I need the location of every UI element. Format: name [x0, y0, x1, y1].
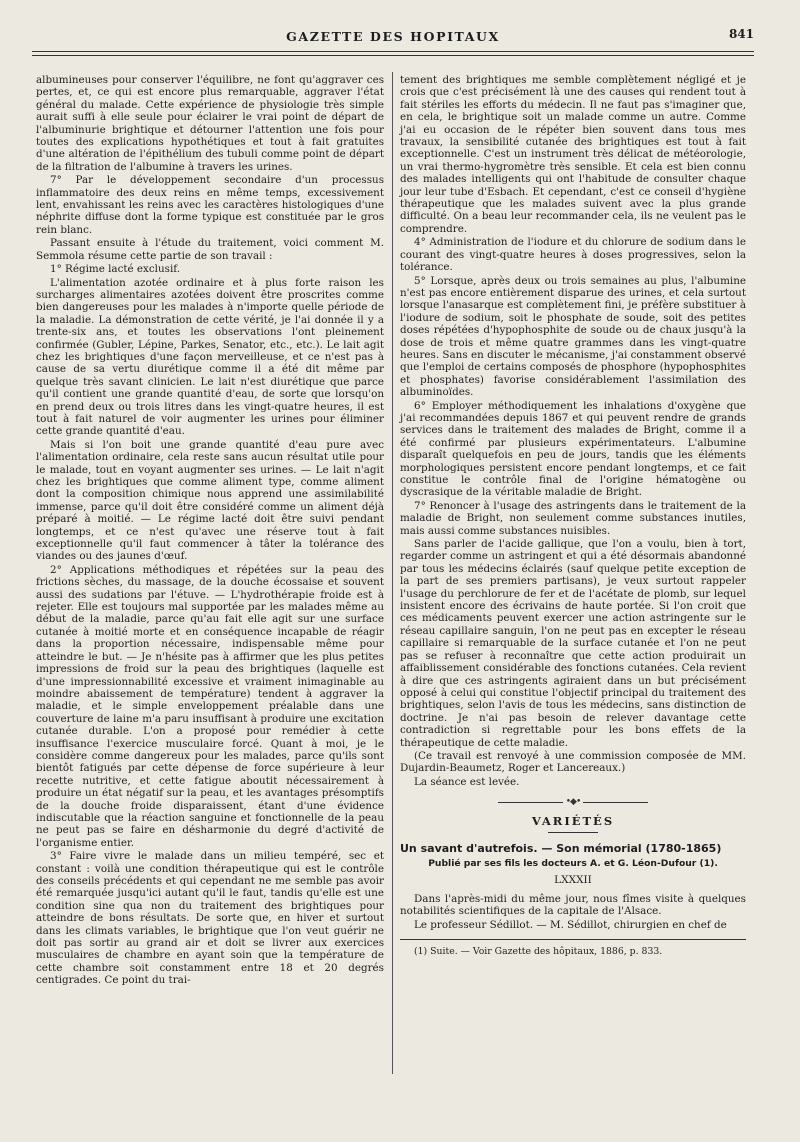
- page-header: [32, 27, 754, 49]
- section-ornament: [498, 797, 648, 808]
- paragraph: Mais si l'on boit une grande quantité d'eau pure avec l'alimentation ordinaire, cela reste sans aucun résultat utile pour le malade, tout en voyant augmenter ses urines. — Le lait n'agit chez les brightiques que comme aliment type, comme aliment dont la composition chimique nous apprend une assimilabilité immense, parce qu'il doit être considéré comme un aliment déjà préparé à moitié. — Le régime lacté doit être suivi pendant longtemps, et ce n'est qu'avec une réserve tout à fait exceptionnelle qu'il faut commencer à tâter la tolérance des viandes ou des jaunes d'œuf.: [36, 438, 384, 563]
- section-rule: [548, 832, 598, 833]
- paragraph: 6° Employer méthodiquement les inhalations d'oxygène que j'ai recommandées depuis 1867 et qui peuvent rendre de grands services dans le traitement des malades de Bright, comme il a été confirmé par plusieurs expérimentateurs. L'albumine disparaît quelquefois en peu de jours, tandis que les éléments morphologiques persistent encore pendant longtemps, et ce fait constitue le contrôle final de l'origine hématogène ou dyscrasique de la véritable maladie de Bright.: [400, 399, 746, 499]
- footnote: (1) Suite. — Voir Gazette des hôpitaux, 1886, p. 833.: [414, 946, 663, 957]
- paragraph: 4° Administration de l'iodure et du chlorure de sodium dans le courant des vingt-quatre heures à doses progressives, selon la tolérance.: [400, 236, 746, 274]
- paragraph: Le professeur Sédillot. — M. Sédillot, chirurgien en chef de: [414, 918, 727, 931]
- header-rule-thick: [32, 51, 754, 52]
- left-column: [36, 74, 384, 988]
- section-title: VARIÉTÉS: [531, 814, 615, 829]
- paragraph: 5° Lorsque, après deux ou trois semaines au plus, l'albumine n'est pas encore entièrement disparue des urines, et cela surtout lorsque l'anasarque est complètement fini, je préfère substituer à l'iodure de sodium, soit le phosphate de soude, soit des petites doses répétées d'hypophosphite de soude ou de chaux jusqu'à la dose de trois et même quatre grammes dans les vingt-quatre heures. Sans en discuter le mécanisme, j'ai constamment observé que l'emploi de certains composés de phosphore (hypophosphites et phosphates) favorise considérablement l'assimilation des albuminoïdes.: [400, 274, 746, 399]
- paragraph: La séance est levée.: [414, 775, 520, 788]
- paragraph: (Ce travail est renvoyé à une commission composée de MM. Dujardin-Beaumetz, Roger et Lancereaux.): [400, 749, 746, 775]
- paragraph: albumineuses pour conserver l'équilibre, ne font qu'aggraver ces pertes, et, ce qui est encore plus remarquable, aggraver l'état général du malade. Cette expérience de physiologie très simple aurait suffi à elle seule pour éclairer le vrai point de départ de l'albuminurie brightique et détourner l'attention une fois pour toutes des explications hypothétiques et tout à fait gratuites d'une altération de l'épithélium des tubuli comme point de départ de la filtration de l'albumine à travers les urines.: [36, 74, 384, 173]
- column-divider: [392, 72, 393, 1074]
- chapter-number: LXXXII: [554, 874, 592, 887]
- page-number: 841: [728, 27, 754, 41]
- ornament-glyph: •◆•: [563, 797, 584, 807]
- article-title: Un savant d'autrefois. — Son mémorial (1780-1865): [400, 841, 722, 855]
- right-column: [400, 74, 746, 959]
- paragraph: Passant ensuite à l'étude du traitement, voici comment M. Semmola résume cette partie de son travail :: [36, 237, 384, 262]
- paragraph: 3° Faire vivre le malade dans un milieu tempéré, sec et constant : voilà une condition thérapeutique qui est le contrôle des conseils précédents et qui cependant ne me semble pas avoir été remarquée jusqu'ici autant qu'il le faut, tandis qu'elle est une condition sine qua non du traitement des brightiques pour atteindre de bons résultats. De sorte que, en hiver et surtout dans les climats variables, le brightique que l'on veut guérir ne doit pas sortir au grand air et doit se livrer aux exercices musculaires de chambre en ayant soin que la température de cette chambre soit constamment entre 18 et 20 degrés centigrades. Ce point du trai-: [36, 850, 384, 987]
- byline: Publié par ses fils les docteurs A. et G. Léon-Dufour (1).: [428, 857, 718, 869]
- paragraph: L'alimentation azotée ordinaire et à plus forte raison les surcharges alimentaires azotées doivent être proscrites comme bien dangereuses pour les malades à n'importe quelle période de la maladie. La démonstration de cette vérité, je l'ai donnée il y a trente-six ans, et toutes les observations l'ont pleinement confirmée (Gubler, Lépine, Parkes, Senator, etc., etc.). Le lait agit chez les brightiques d'une façon merveilleuse, et ce n'est pas à cause de sa vertu diurétique comme il a été dit même par quelque très savant clinicien. Le lait n'est diurétique que parce qu'il contient une grande quantité d'eau, de sorte que lorsqu'on en prend deux ou trois litres dans les vingt-quatre heures, il est tout à fait naturel de voir augmenter les urines pour éliminer cette grande quantité d'eau.: [36, 276, 384, 438]
- paragraph: 7° Par le développement secondaire d'un processus inflammatoire des deux reins en même temps, excessivement lent, envahissant les reins avec les caractères histologiques d'une néphrite diffuse dont la forme typique est constituée par le gros rein blanc.: [36, 174, 384, 236]
- paragraph: 1° Régime lacté exclusif.: [50, 263, 181, 276]
- paragraph: Dans l'après-midi du même jour, nous fîmes visite à quelques notabilités scientifiques de la capitale de l'Alsace.: [400, 892, 746, 918]
- paragraph: 2° Applications méthodiques et répétées sur la peau des frictions sèches, du massage, de la douche écossaise et souvent aussi des sudations par l'étuve. — L'hydrothérapie froide est à rejeter. Elle est toujours mal supportée par les malades même au début de la maladie, parce qu'au fait elle agit sur une surface cutanée à moitié morte et en conséquence incapable de réagir dans la proportion nécessaire, indispensable même pour atteindre le but. — Je n'hésite pas à affirmer que les plus petites impressions de froid sur la peau des brightiques (laquelle est d'une impressionnabilité excessive et vraiment inimaginable au moindre abaissement de température) tendent à aggraver la maladie, et le simple enveloppement préalable dans une couverture de laine m'a paru insuffisant à produire une excitation cutanée durable. L'on a proposé pour remédier à cette insuffisance l'exercice musculaire forcé. Quant à moi, je le considère comme dangereux pour les malades, parce qu'ils sont bientôt fatigués par cette dépense de force supérieure à leur recette nutritive, et cette fatigue aboutit nécessairement à produire un état négatif sur la peau, et les avantages présomptifs de la douche froide disparaissent, étant d'une évidence indiscutable que la réaction sanguine et fonctionnelle de la peau ne peut pas se faire en désharmonie du degré d'activité de l'organisme entier.: [36, 563, 384, 849]
- paragraph: 7° Renoncer à l'usage des astringents dans le traitement de la maladie de Bright, non seulement comme substances inutiles, mais aussi comme substances nuisibles.: [400, 499, 746, 537]
- header-rule-thin: [32, 55, 754, 56]
- paragraph: tement des brightiques me semble complètement négligé et je crois que c'est précisément là une des causes qui rendent tout à fait stériles les efforts du médecin. Il ne faut pas s'imaginer que, en cela, le brightique soit un malade comme un autre. Comme j'ai eu occasion de le répéter bien souvent dans tous mes travaux, la sensibilité cutanée des brightiques est tout à fait exceptionnelle. C'est un instrument très délicat de météorologie, un vrai thermo-hygromètre très sensible. Et cela est bien connu des malades intelligents qui ont l'habitude de consulter chaque jour leur tube d'Esbach. Et cependant, c'est ce conseil d'hygiène thérapeutique que les malades suivent avec la plus grande difficulté. On a beau leur recommander cela, ils ne veulent pas le comprendre.: [400, 74, 746, 235]
- footnote-rule: [400, 939, 746, 940]
- paragraph: Sans parler de l'acide gallique, que l'on a voulu, bien à tort, regarder comme un astringent et qui a été désormais abandonné par tous les médecins éclairés (sauf quelque petite exception de la part de ses premiers partisans), je veux surtout rappeler l'usage du perchlorure de fer et de l'acétate de plomb, sur lequel insistent encore des écrivains de haute portée. Si l'on croit que ces médicaments peuvent exercer une action astringente sur le réseau capillaire sanguin, l'on ne peut pas en excepter le réseau capillaire si remarquable de la surface cutanée et l'on ne peut pas se refuser à reconnaître que cette action produirait un affaiblissement considérable des fonctions cutanées. Cela revient à dire que ces astringents agiraient dans un but précisément opposé à celui qui constitue l'objectif principal du traitement des brightiques, selon l'avis de tous les médecins, sans distinction de doctrine. Je n'ai pas besoin de relever davantage cette contradiction si regrettable pour les bons effets de la thérapeutique de cette maladie.: [400, 538, 746, 749]
- running-title: GAZETTE DES HOPITAUX: [286, 29, 500, 44]
